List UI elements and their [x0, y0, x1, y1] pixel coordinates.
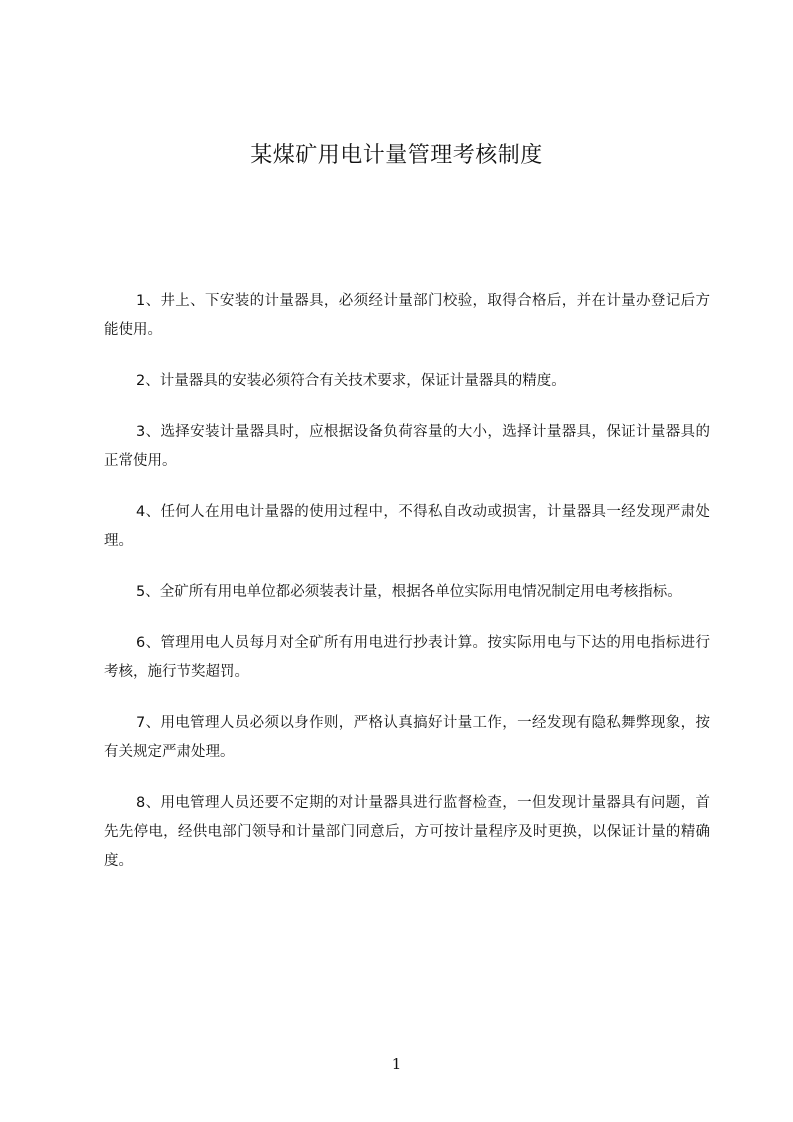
clause-4: 4、任何人在用电计量器的使用过程中，不得私自改动或损害，计量器具一经发现严肃处理。	[104, 504, 710, 549]
clause-6: 6、管理用电人员每月对全矿所有用电进行抄表计算。按实际用电与下达的用电指标进行考核，施行节奖超罚。	[104, 635, 710, 680]
document-title: 某煤矿用电计量管理考核制度	[250, 143, 543, 168]
clause-5: 5、全矿所有用电单位都必须装表计量，根据各单位实际用电情况制定用电考核指标。	[136, 584, 682, 600]
clause-list	[104, 287, 710, 898]
clause-3: 3、选择安装计量器具时，应根据设备负荷容量的大小，选择计量器具，保证计量器具的正常使用。	[104, 424, 710, 469]
clause-8: 8、用电管理人员还要不定期的对计量器具进行监督检查，一但发现计量器具有问题，首先先停电，经供电部门领导和计量部门同意后，方可按计量程序及时更换，以保证计量的精确度。	[104, 795, 710, 869]
clause-1: 1、井上、下安装的计量器具，必须经计量部门校验，取得合格后，并在计量办登记后方能使用。	[104, 293, 710, 338]
clause-7: 7、用电管理人员必须以身作则，严格认真搞好计量工作，一经发现有隐私舞弊现象，按有关规定严肃处理。	[104, 715, 710, 760]
clause-2: 2、计量器具的安装必须符合有关技术要求，保证计量器具的精度。	[136, 373, 566, 389]
page-number: 1	[391, 1055, 402, 1073]
